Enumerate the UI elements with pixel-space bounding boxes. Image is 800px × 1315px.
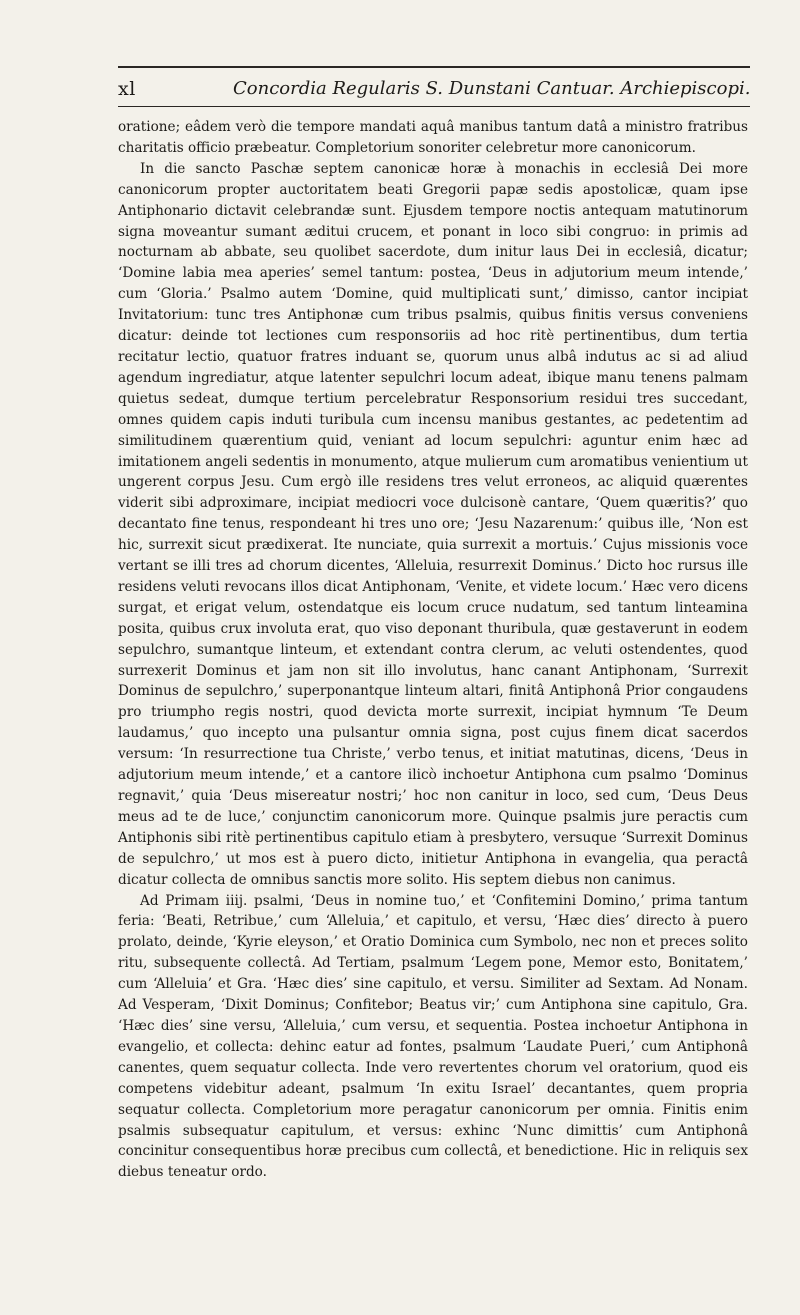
header-rule-top: [118, 66, 750, 68]
paragraph-continuation: oratione; eâdem verò die tempore mandati aquâ manibus tantum datâ a ministro fratribus charitatis officio præbeatur. Completorium sonoriter celebretur more canonicorum.: [118, 119, 748, 156]
paragraph-easter-day: In die sancto Paschæ septem canonicæ horæ à monachis in ecclesiâ Dei more canonicorum propter auctoritatem beati Gregorii papæ sedis apostolicæ, quam ipse Antiphonario dictavit celebrandæ sunt. Ejusdem tempore noctis antequam matutinorum signa moveantur sumant æditui crucem, et ponant in loco sibi congruo: in primis ad nocturnam ab abbate, seu quolibet sacerdote, dum initur laus Dei in ecclesiâ, dicatur; ‘Domine labia mea aperies’ semel tantum: postea, ‘Deus in adjutorium meum intende,’ cum ‘Gloria.’ Psalmo autem ‘Domine, quid multiplicati sunt,’ dimisso, cantor incipiat Invitatorium: tunc tres Antiphonæ cum tribus psalmis, quibus finitis versus conveniens dicatur: deinde tot lectiones cum responsoriis ad hoc ritè pertinentibus, dum tertia recitatur lectio, quatuor fratres induant se, quorum unus albâ indutus ac si ad aliud agendum ingrediatur, atque latenter sepulchri locum adeat, ibique manu tenens palmam quietus sedeat, dumque tertium percelebratur Responsorium residui tres succedant, omnes quidem capis induti turibula cum incensu manibus gestantes, ac pedetentim ad similitudinem quærentium quid, veniant ad locum sepulchri: aguntur enim hæc ad imitationem angeli sedentis in monumento, atque mulierum cum aromatibus venientium ut ungerent corpus Jesu. Cum ergò ille residens tres velut erroneos, ac aliquid quærentes viderit sibi adproximare, incipiat mediocri voce dulcisonè cantare, ‘Quem quæritis?’ quo decantato fine tenus, respondeant hi tres uno ore; ‘Jesu Nazarenum:’ quibus ille, ‘Non est hic, surrexit sicut prædixerat. Ite nunciate, quia surrexit a mortuis.’ Cujus missionis voce vertant se illi tres ad chorum dicentes, ‘Alleluia, resurrexit Dominus.’ Dicto hoc rursus ille residens veluti revocans illos dicat Antiphonam, ‘Venite, et videte locum.’ Hæc vero dicens surgat, et erigat velum, ostendatque eis locum cruce nudatum, sed tantum linteamina posita, quibus crux involuta erat, quo viso deponant thuribula, quæ gestaverunt in eodem sepulchro, sumantque linteum, et extendant contra clerum, ac veluti ostendentes, quod surrexerit Dominus et jam non sit illo involutus, hanc canant Antiphonam, ‘Surrexit Dominus de sepulchro,’ superponantque linteum altari, finitâ Antiphonâ Prior congaudens pro triumpho regis nostri, quod devicta morte surrexit, incipiat hymnum ‘Te Deum laudamus,’ quo incepto una pulsantur omnia signa, post cujus finem dicat sacerdos versum: ‘In resurrectione tua Christe,’ verbo tenus, et initiat matutinas, dicens, ‘Deus in adjutorium meum intende,’ et a cantore ilicò inchoetur Antiphona cum psalmo ‘Dominus regnavit,’ quia ‘Deus misereatur nostri;’ hoc non canitur in loco, sed cum, ‘Deus Deus meus ad te de luce,’ conjunctim canonicorum more. Quinque psalmis jure peractis cum Antiphonis sibi ritè pertinentibus capitulo etiam à presbytero, versuque ‘Surrexit Dominus de sepulchro,’ ut mos est à puero dicto, initietur Antiphona in evangelia, qua peractâ dicatur collecta de omnibus sanctis more solito. His septem diebus non canimus.: [118, 160, 748, 888]
page-number: xl: [118, 78, 136, 100]
header-rule-bottom: [118, 106, 750, 107]
running-title: Concordia Regularis S. Dunstani Cantuar. Archiepiscopi.: [233, 78, 751, 99]
body-text: [118, 117, 748, 1183]
running-header: [118, 74, 750, 106]
paragraph-prime: Ad Primam iiij. psalmi, ‘Deus in nomine tuo,’ et ‘Confitemini Domino,’ prima tantum feria: ‘Beati, Retribue,’ cum ‘Alleluia,’ et capitulo, et versu, ‘Hæc dies’ directo à puero prolato, deinde, ‘Kyrie eleyson,’ et Oratio Dominica cum Symbolo, nec non et preces solito ritu, subsequente collectâ. Ad Tertiam, psalmum ‘Legem pone, Memor esto, Bonitatem,’ cum ‘Alleluia’ et Gra. ‘Hæc dies’ sine capitulo, et versu. Similiter ad Sextam. Ad Nonam. Ad Vesperam, ‘Dixit Dominus; Confitebor; Beatus vir;’ cum Antiphona sine capitulo, Gra. ‘Hæc dies’ sine versu, ‘Alleluia,’ cum versu, et sequentia. Postea inchoetur Antiphona in evangelio, et collecta: dehinc eatur ad fontes, psalmum ‘Laudate Pueri,’ cum Antiphonâ canentes, quem sequatur collecta. Inde vero revertentes chorum vel oratorium, quod eis competens videbitur adeant, psalmum ‘In exitu Israel’ decantantes, quem propria sequatur collecta. Completorium more peragatur canonicorum per omnia. Finitis enim psalmis subsequatur capitulum, et versus: exhinc ‘Nunc dimittis’ cum Antiphonâ concinitur consequentibus horæ precibus cum collectâ, et benedictione. Hic in reliquis sex diebus teneatur ordo.: [118, 892, 748, 1181]
